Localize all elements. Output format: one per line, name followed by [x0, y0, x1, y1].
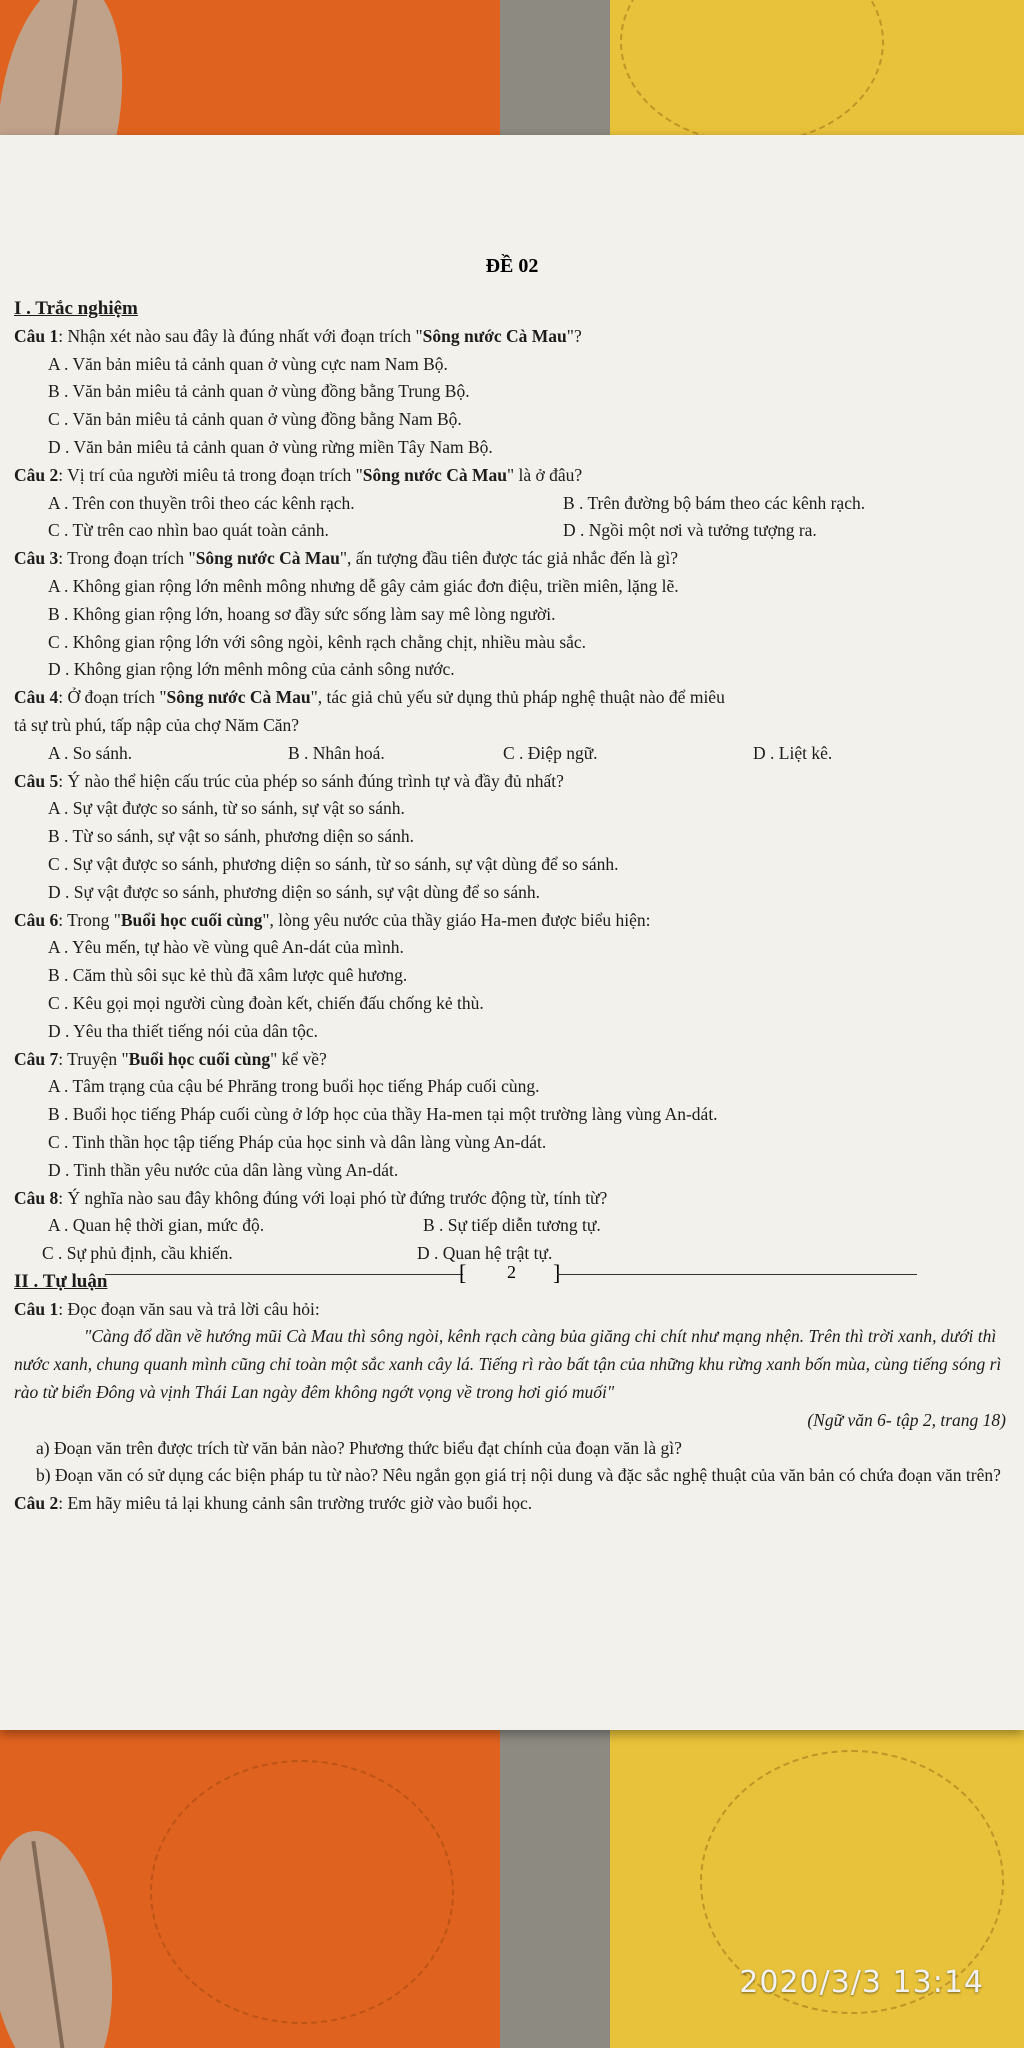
option: C . Từ trên cao nhìn bao quát toàn cảnh. — [48, 520, 329, 541]
option: A . Không gian rộng lớn mênh mông nhưng dễ gây cảm giác đơn điệu, triền miên, lặng lẽ. — [48, 575, 679, 596]
option: B . Sự tiếp diễn tương tự. — [423, 1215, 601, 1236]
option: D . Sự vật được so sánh, phương diện so sánh, sự vật dùng để so sánh. — [48, 881, 540, 902]
question: Câu 2: Vị trí của người miêu tả trong đoạn trích "Sông nước Cà Mau" là ở đâu? — [14, 464, 583, 485]
option: D . Tinh thần yêu nước của dân làng vùng An-dát. — [48, 1159, 399, 1180]
option: D . Ngồi một nơi và tưởng tượng ra. — [563, 520, 817, 541]
option: B . Không gian rộng lớn, hoang sơ đầy sức sống làm say mê lòng người. — [48, 603, 556, 624]
page-title: ĐỀ 02 — [485, 255, 539, 277]
question: Câu 3: Trong đoạn trích "Sông nước Cà Mau", ấn tượng đầu tiên được tác giả nhắc đến là gì? — [14, 548, 678, 569]
option: A . Trên con thuyền trôi theo các kênh rạch. — [48, 492, 355, 513]
page-number: 2 — [507, 1262, 516, 1282]
option: C . Sự vật được so sánh, phương diện so sánh, từ so sánh, sự vật dùng để so sánh. — [48, 853, 619, 874]
option: D . Văn bản miêu tả cảnh quan ở vùng rừng miền Tây Nam Bộ. — [48, 436, 493, 457]
question: Câu 2: Em hãy miêu tả lại khung cảnh sân trường trước giờ vào buổi học. — [14, 1493, 533, 1514]
option: B . Trên đường bộ bám theo các kênh rạch. — [563, 492, 866, 513]
option: C . Văn bản miêu tả cảnh quan ở vùng đồng bằng Nam Bộ. — [48, 409, 462, 430]
option: B . Buổi học tiếng Pháp cuối cùng ở lớp học của thầy Ha-men tại một trường làng vùng An-dát. — [48, 1104, 718, 1125]
photo-timestamp: 2020/3/3 13:14 — [739, 1965, 984, 2000]
option: C . Sự phủ định, cầu khiến. — [42, 1243, 233, 1264]
option: D . Không gian rộng lớn mênh mông của cảnh sông nước. — [48, 659, 455, 680]
option: B . Từ so sánh, sự vật so sánh, phương diện so sánh. — [48, 826, 414, 847]
quoted-passage: "Càng đổ dần về hướng mũi Cà Mau thì sông ngòi, kênh rạch càng bủa giăng chi chít như mạng nhện. Trên thì trời xanh, dưới thì nước xanh, chung quanh mình cũng chỉ toàn một sắc xanh cây lá. Tiếng rì rào bất tận của những khu rừng xanh bốn mùa, cùng tiếng sóng rì rào từ biển Đông và vịnh Thái Lan ngày đêm không ngớt vọng về trong hơi gió muối" — [14, 1326, 1002, 1403]
option: C . Điệp ngữ. — [503, 742, 598, 763]
option: A . Quan hệ thời gian, mức độ. — [48, 1215, 265, 1236]
option: B . Căm thù sôi sục kẻ thù đã xâm lược quê hương. — [48, 965, 408, 986]
option: A . Sự vật được so sánh, từ so sánh, sự vật so sánh. — [48, 798, 405, 819]
question: Câu 7: Truyện "Buổi học cuối cùng" kể về? — [14, 1048, 327, 1069]
option: D . Liệt kê. — [753, 742, 833, 763]
option: B . Văn bản miêu tả cảnh quan ở vùng đồng bằng Trung Bộ. — [48, 381, 470, 402]
option: D . Yêu tha thiết tiếng nói của dân tộc. — [48, 1020, 319, 1041]
option: C . Không gian rộng lớn với sông ngòi, kênh rạch chằng chịt, nhiều màu sắc. — [48, 631, 587, 652]
question: Câu 5: Ý nào thể hiện cấu trúc của phép so sánh đúng trình tự và đầy đủ nhất? — [14, 770, 564, 791]
question: Câu 6: Trong "Buổi học cuối cùng", lòng yêu nước của thầy giáo Ha-men được biểu hiện: — [14, 909, 651, 930]
source-citation: (Ngữ văn 6- tập 2, trang 18) — [807, 1409, 1006, 1430]
page-footer: [ 2 ] — [105, 1260, 925, 1290]
sub-question: b) Đoạn văn có sử dụng các biện pháp tu từ nào? Nêu ngắn gọn giá trị nội dung và đặc sắc nghệ thuật của văn bản có chứa đoạn văn trên? — [36, 1465, 1001, 1486]
option: C . Tinh thần học tập tiếng Pháp của học sinh và dân làng vùng An-dát. — [48, 1131, 547, 1152]
option: A . So sánh. — [48, 742, 133, 763]
section-heading: II . Tự luận — [14, 1270, 108, 1292]
question-continued: tả sự trù phú, tấp nập của chợ Năm Căn? — [14, 714, 300, 735]
option: A . Văn bản miêu tả cảnh quan ở vùng cực nam Nam Bộ. — [48, 353, 448, 374]
question: Câu 4: Ở đoạn trích "Sông nước Cà Mau", tác giả chủ yếu sử dụng thủ pháp nghệ thuật nào để miêu — [14, 687, 725, 708]
question: Câu 1: Nhận xét nào sau đây là đúng nhất với đoạn trích "Sông nước Cà Mau"? — [14, 325, 582, 346]
question: Câu 1: Đọc đoạn văn sau và trả lời câu hỏi: — [14, 1298, 320, 1319]
option: B . Nhân hoá. — [288, 742, 385, 763]
section-heading: I . Trắc nghiệm — [14, 298, 138, 319]
option: C . Kêu gọi mọi người cùng đoàn kết, chiến đấu chống kẻ thù. — [48, 992, 484, 1013]
exam-paper — [0, 135, 1024, 1730]
question: Câu 8: Ý nghĩa nào sau đây không đúng với loại phó từ đứng trước động từ, tính từ? — [14, 1187, 608, 1208]
sub-question: a) Đoạn văn trên được trích từ văn bản nào? Phương thức biểu đạt chính của đoạn văn là gì? — [36, 1437, 682, 1458]
option: A . Tâm trạng của cậu bé Phrăng trong buổi học tiếng Pháp cuối cùng. — [48, 1076, 540, 1097]
option: A . Yêu mến, tự hào về vùng quê An-dát của mình. — [48, 937, 404, 958]
option: D . Quan hệ trật tự. — [417, 1243, 553, 1264]
exam-content — [14, 295, 1014, 1518]
